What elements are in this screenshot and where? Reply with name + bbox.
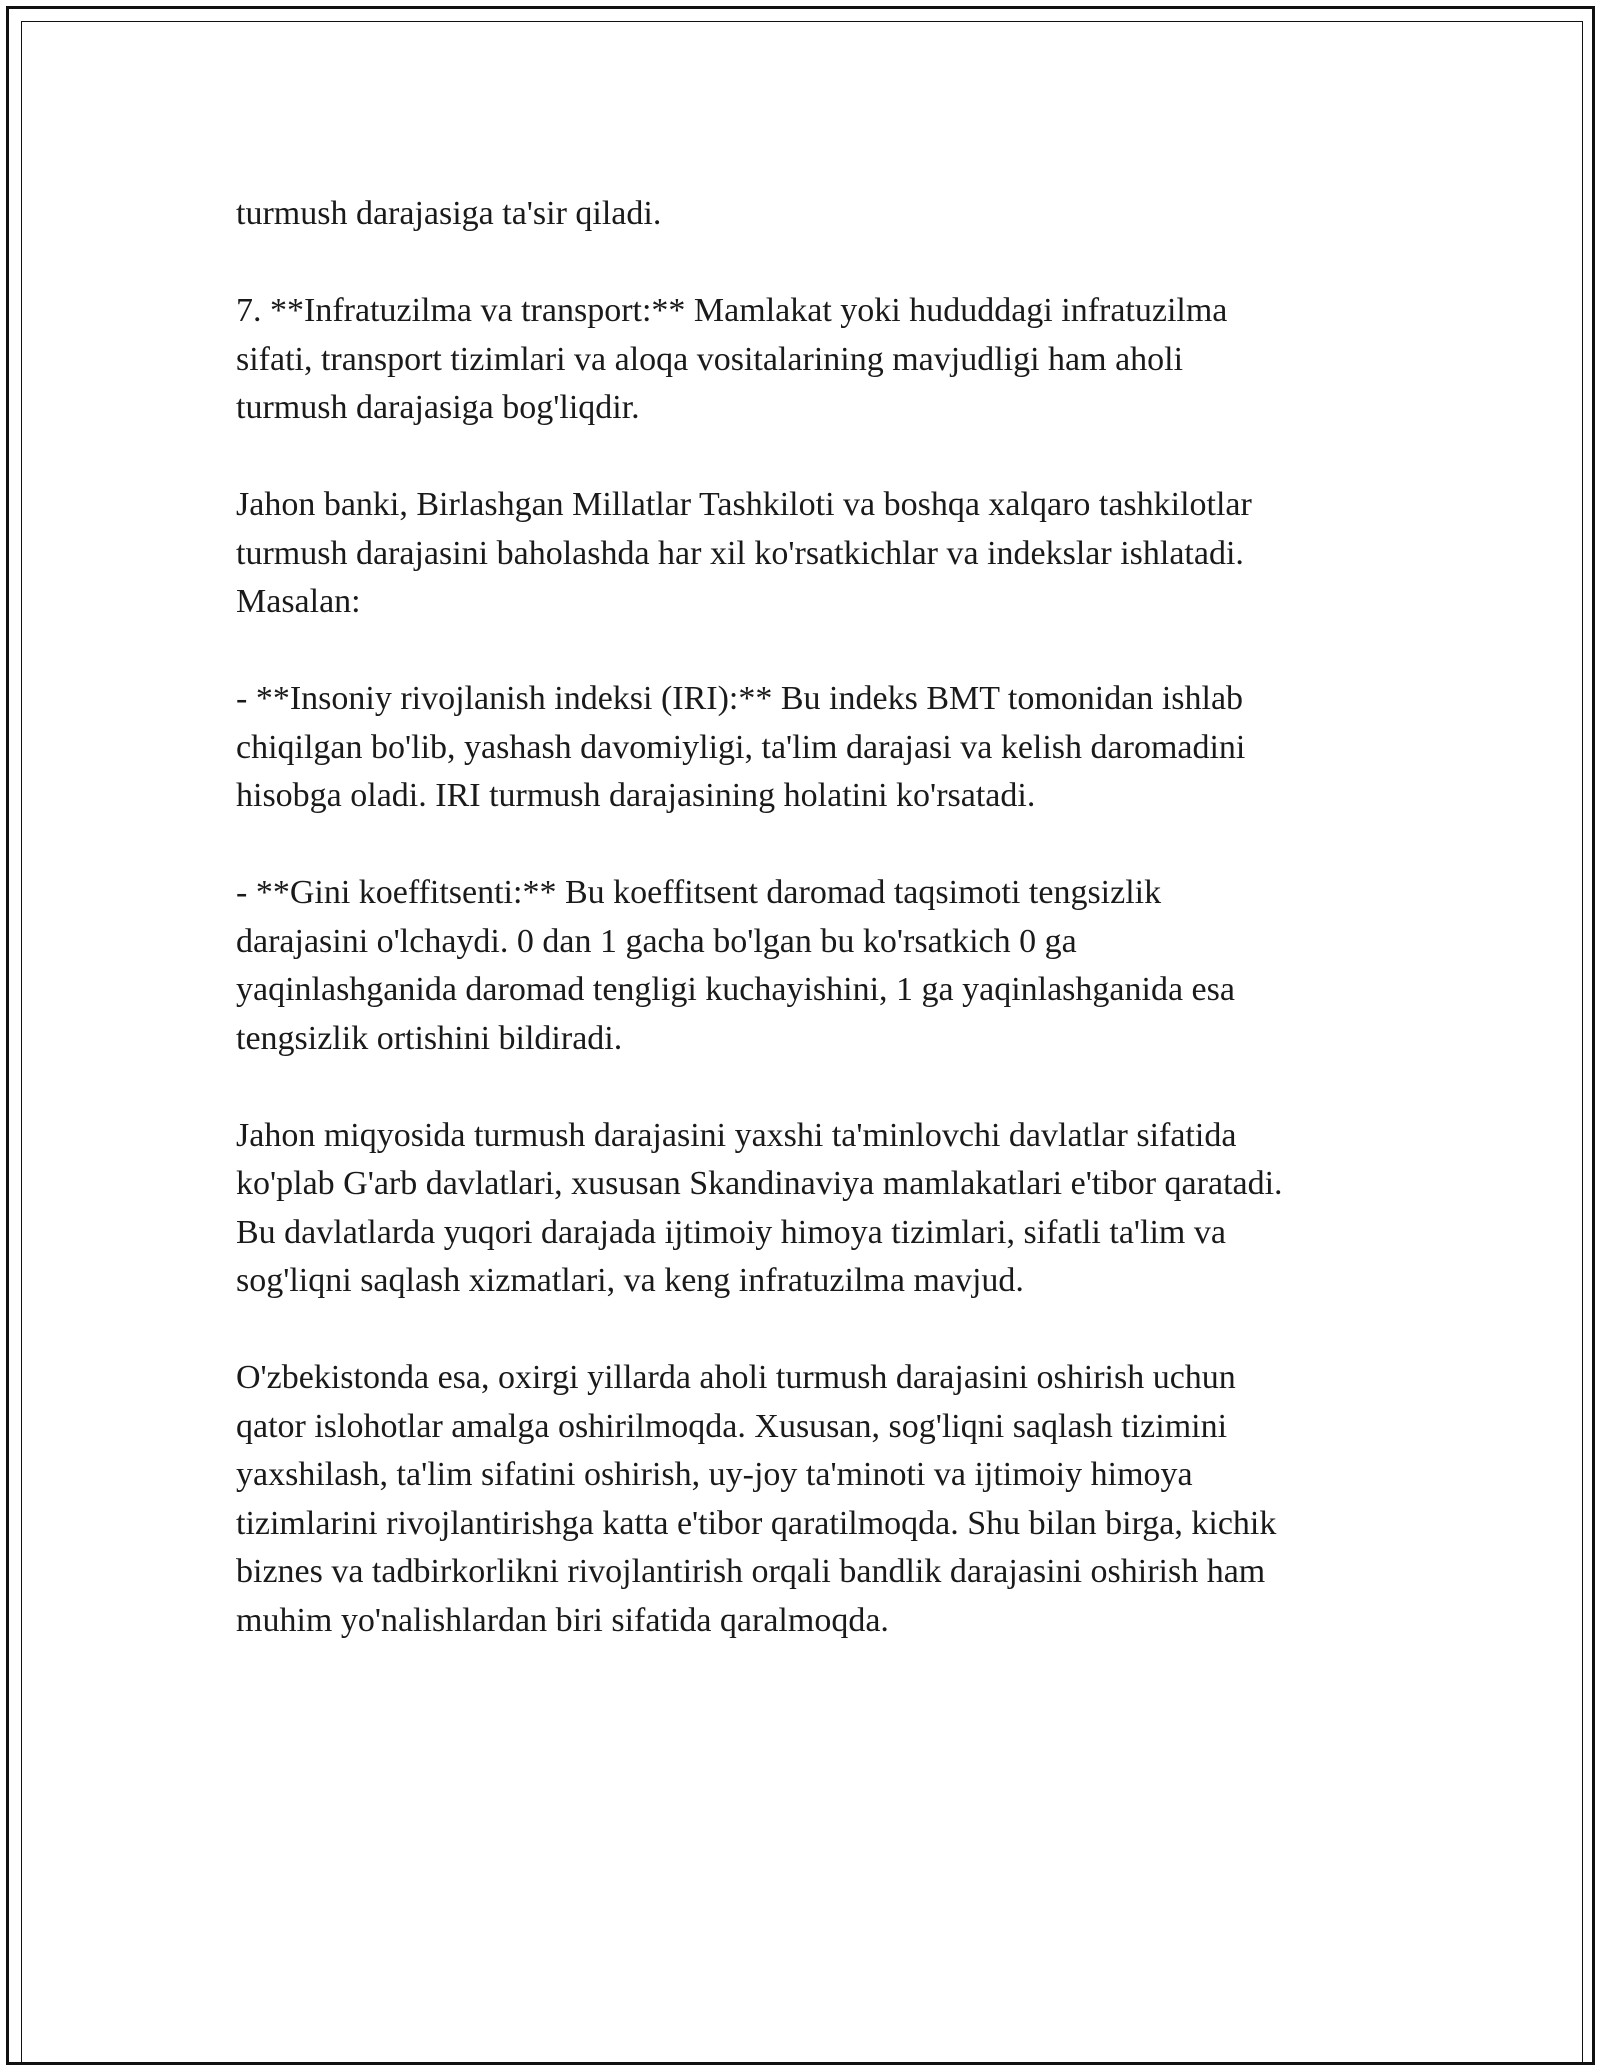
- paragraph-infrastructure: 7. **Infratuzilma va transport:** Mamlakat yoki hududdagi infratuzilma sifati, transport tizimlari va aloqa vositalarining mavjudligi ham aholi turmush darajasiga bog'liqdir.: [236, 292, 1228, 426]
- paragraph-human-development-index: - **Insoniy rivojlanish indeksi (IRI):** Bu indeks BMT tomonidan ishlab chiqilgan bo'lib, yashash davomiyligi, ta'lim darajasi va kelish daromadini hisobga oladi. IRI turmush darajasining holatini ko'rsatadi.: [236, 680, 1246, 814]
- paragraph-gini-coefficient: - **Gini koeffitsenti:** Bu koeffitsent daromad taqsimoti tengsizlik darajasini o'lchaydi. 0 dan 1 gacha bo'lgan bu ko'rsatkich 0 ga yaqinlashganida daromad tengligi kuchayishini, 1 ga yaqinlashganida esa tengsizlik ortishini bildiradi.: [236, 874, 1235, 1057]
- paragraph-global-comparison: Jahon miqyosida turmush darajasini yaxshi ta'minlovchi davlatlar sifatida ko'plab G'arb davlatlari, xususan Skandinaviya mamlakatlari e'tibor qaratadi. Bu davlatlarda yuqori darajada ijtimoiy himoya tizimlari, sifatli ta'lim va sog'liqni saqlash xizmatlari, va keng infratuzilma mavjud.: [236, 1116, 1283, 1299]
- paragraph-uzbekistan: O'zbekistonda esa, oxirgi yillarda aholi turmush darajasini oshirish uchun qator islohotlar amalga oshirilmoqda. Xususan, sog'liqni saqlash tizimini yaxshilash, ta'lim sifatini oshirish, uy-joy ta'minoti va ijtimoiy himoya tizimlarini rivojlantirishga katta e'tibor qaratilmoqda. Shu bilan birga, kichik biznes va tadbirkorlikni rivojlantirish orqali bandlik darajasini oshirish ham muhim yo'nalishlardan biri sifatida qaralmoqda.: [236, 1359, 1277, 1639]
- paragraph-international-organizations: Jahon banki, Birlashgan Millatlar Tashkiloti va boshqa xalqaro tashkilotlar turmush darajasini baholashda har xil ko'rsatkichlar va indekslar ishlatadi. Masalan:: [236, 486, 1252, 620]
- paragraph-continuation: turmush darajasiga ta'sir qiladi.: [236, 195, 662, 232]
- document-body: [236, 190, 1386, 1694]
